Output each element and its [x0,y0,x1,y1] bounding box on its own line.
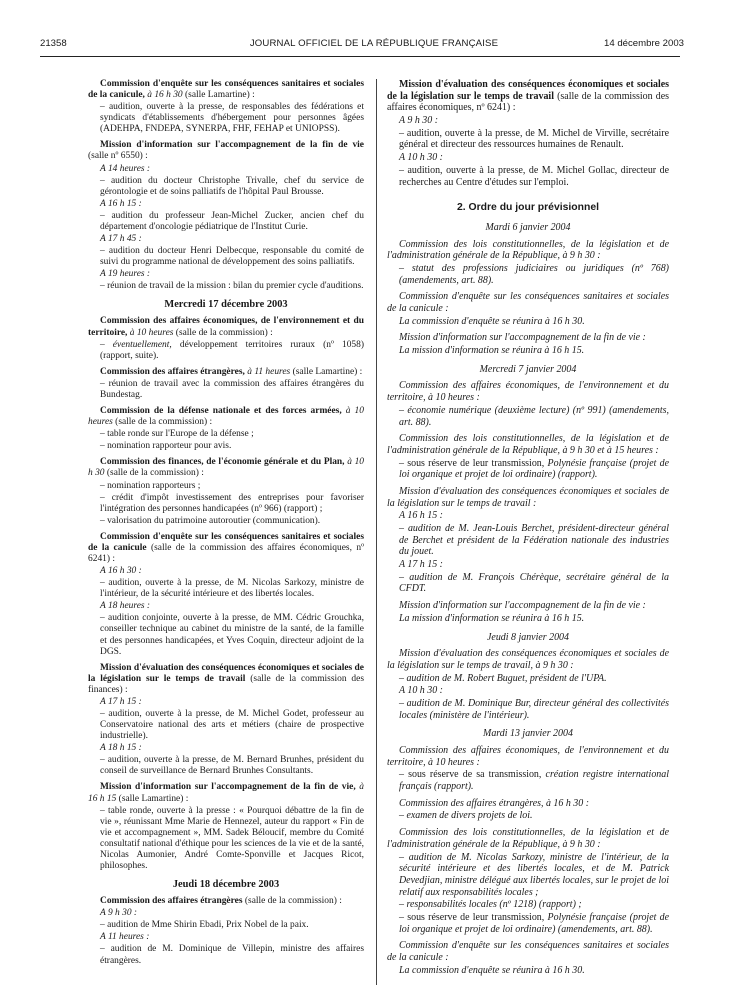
time-slot: A 10 h 30 : [399,152,443,164]
agenda-entry [387,486,669,595]
agenda-item: – audition du docteur Henri Delbecque, responsable du comité de suivi du programme national de développement des soins palliatifs. [100,246,364,268]
agenda-item: – audition, ouverte à la presse, de M. Bernard Brunhes, président du conseil de surveillance de Bernard Brunhes Consultants. [100,755,364,777]
entry-heading: Commission des affaires étrangères (salle de la commission) : [100,896,342,907]
column-divider [376,79,377,985]
agenda-entry [88,457,364,526]
agenda-entry [387,291,669,327]
agenda-item: – audition de M. Nicolas Sarkozy, ministre de l'intérieur, de la sécurité intérieure et des libertés locales, et de M. Patrick Devedjian, ministre délégué aux libertés locales, sur le projet de loi relatif aux responsabilités locales ; [399,851,669,898]
agenda-entry [88,316,364,361]
agenda-item: – valorisation du patrimoine autoroutier (communication). [100,515,321,526]
page-number: 21358 [40,38,67,49]
agenda-item: – responsabilités locales (nº 1218) (rapport) ; [399,899,582,911]
time-slot: A 16 h 15 : [100,198,142,209]
left-column [88,79,364,967]
agenda-entry [387,798,669,822]
entry-heading: Commission des affaires étrangères, à 11 heures (salle Lamartine) : [100,366,363,377]
agenda-entry [88,140,364,292]
agenda-item: – réunion de travail de la mission : bilan du premier cycle d'auditions. [100,281,364,292]
agenda-item: – réunion de travail avec la commission des affaires étrangères du Bundestag. [100,378,364,400]
day-heading: Mercredi 17 décembre 2003 [164,299,288,311]
agenda-item: – audition de M. François Chérèque, secrétaire général de la CFDT. [399,571,669,595]
time-slot: A 19 heures : [100,269,151,280]
agenda-item: – audition du docteur Christophe Trivalle, chef du service de gérontologie et de soins palliatifs de l'hôpital Paul Brousse. [100,175,364,197]
agenda-item: – statut des professions judiciaires ou juridiques (nº 768) (amendements, art. 88). [399,262,669,286]
agenda-entry [88,663,364,778]
time-slot: A 18 h 15 : [100,743,142,754]
agenda-item: – audition, ouverte à la presse, de M. Nicolas Sarkozy, ministre de l'intérieur, de la sécurité intérieure et des libertés locales. [100,578,364,600]
agenda-item: – sous réserve de leur transmission, Polynésie française (projet de loi organique et projet de loi ordinaire) (rapport). [399,457,670,481]
day-heading: Jeudi 18 décembre 2003 [172,879,280,891]
agenda-entry [387,332,669,356]
agenda-entry [387,433,669,481]
entry-heading: Commission des affaires économiques, de l'environnement et du territoire, à 10 heures : [387,745,669,768]
issue-date: 14 décembre 2003 [603,38,684,49]
right-column [387,79,669,976]
agenda-entry [387,239,669,287]
agenda-item: La commission d'enquête se réunira à 16 h 30. [399,315,585,327]
entry-heading: Commission des affaires étrangères, à 16 h 30 : [399,797,590,809]
entry-heading: Mission d'information sur l'accompagnement de la fin de vie (salle nº 6550) : [88,140,364,162]
entry-heading: Commission d'enquête sur les conséquences sanitaires et sociales de la canicule (salle de la commission des affaires économiques, nº 6241) : [88,531,364,564]
agenda-item: – table ronde sur l'Europe de la défense ; [100,429,254,440]
agenda-item: – nomination rapporteurs ; [100,480,201,491]
agenda-item: – table ronde, ouverte à la presse : « Pourquoi débattre de la fin de vie », réunissant Mme Marie de Hennezel, auteur du rapport « Fin de vie et accompagnement », MM. Sadek Béloucif, membre du Comité consultatif national d'éthique pour les sciences de la vie et de la santé, Nicolas Aumonier, André Comte-Sponville et Jacques Ricot, philosophes. [100,805,364,871]
entry-heading: Commission des lois constitutionnelles, de la législation et de l'administration générale de la République, à 9 h 30 : [387,827,669,850]
agenda-entry [387,827,669,935]
agenda-item: – audition de Mme Shirin Ebadi, Prix Nobel de la paix. [100,920,309,931]
entry-heading: Commission de la défense nationale et des forces armées, à 10 heures (salle de la commission) : [88,406,364,428]
agenda-entry [387,600,669,624]
agenda-item: – examen de divers projets de loi. [399,810,533,822]
day-heading: Mardi 6 janvier 2004 [485,221,571,233]
agenda-entry [88,367,364,401]
section-heading: 2. Ordre du jour prévisionnel [456,202,600,214]
agenda-entry [387,380,669,428]
time-slot: A 17 h 15 : [399,559,443,571]
entry-heading: Commission des lois constitutionnelles, de la législation et de l'administration générale de la République, à 9 h 30 : [387,238,669,262]
time-slot: A 9 h 30 : [399,115,439,127]
agenda-entry [88,896,364,966]
day-heading: Mercredi 7 janvier 2004 [479,363,577,375]
entry-heading: Commission d'enquête sur les conséquences sanitaires et sociales de la canicule : [387,940,669,963]
time-slot: A 16 h 15 : [399,510,443,522]
agenda-item: – audition de M. Dominique de Villepin, ministre des affaires étrangères. [100,944,364,966]
agenda-item: La mission d'information se réunira à 16 h 15. [399,612,585,624]
agenda-item: – audition, ouverte à la presse, de M. Michel Godet, professeur au Conservatoire national des arts et métiers (chaire de prospective industrielle). [100,708,364,742]
header-rule [40,56,680,57]
entry-heading: Commission d'enquête sur les conséquences sanitaires et sociales de la canicule : [387,291,669,314]
agenda-entry [88,532,364,658]
day-heading: Jeudi 8 janvier 2004 [487,631,569,643]
agenda-item: La mission d'information se réunira à 16 h 15. [399,345,585,357]
agenda-entry [387,79,669,188]
agenda-item: – audition, ouverte à la presse, de M. Michel de Virville, secrétaire général et directeur des ressources humaines de Renault. [399,127,669,151]
entry-heading: Mission d'évaluation des conséquences économiques et sociales de la législation sur le temps de travail : [387,485,669,509]
entry-heading: Mission d'information sur l'accompagnement de la fin de vie : [399,600,646,612]
agenda-entry [387,648,669,721]
agenda-item: – audition de M. Robert Buguet, président de l'UPA. [399,672,607,684]
time-slot: A 18 heures : [100,601,151,612]
entry-heading: Commission des lois constitutionnelles, de la législation et de l'administration générale de la République, à 9 h 30 et à 15 heures : [387,433,669,456]
agenda-item: – audition, ouverte à la presse, de M. Michel Gollac, directeur de recherches au Centre d'études sur l'emploi. [399,164,669,188]
time-slot: A 16 h 30 : [100,566,142,577]
agenda-entry [88,79,364,135]
entry-heading: Mission d'évaluation des conséquences économiques et sociales de la législation sur le temps de travail, à 9 h 30 : [387,648,669,671]
entry-heading: Commission des affaires économiques, de l'environnement et du territoire, à 10 heures (salle de la commission) : [88,316,364,338]
journal-title: JOURNAL OFFICIEL DE LA RÉPUBLIQUE FRANÇAISE [249,38,499,49]
agenda-entry [387,745,669,793]
entry-heading: Mission d'évaluation des conséquences économiques et sociales de la législation sur le temps de travail (salle de la commission des finances) : [88,662,365,695]
agenda-item: – nomination rapporteur pour avis. [100,441,232,452]
entry-heading: Commission des affaires économiques, de l'environnement et du territoire, à 10 heures : [387,380,669,404]
agenda-entry [387,940,669,976]
agenda-item: – éventuellement, développement territoires ruraux (nº 1058) (rapport, suite). [100,339,364,361]
time-slot: A 11 heures : [100,932,150,943]
agenda-item: – audition de M. Dominique Bur, directeur général des collectivités locales (ministère de l'intérieur). [399,697,669,721]
agenda-item: – économie numérique (deuxième lecture) (nº 991) (amendements, art. 88). [399,404,669,428]
entry-heading: Mission d'évaluation des conséquences économiques et sociales de la législation sur le temps de travail (salle de la commission des affaires économiques, nº 6241) : [387,79,670,114]
entry-heading: Mission d'information sur l'accompagnement de la fin de vie : [399,332,646,344]
entry-heading: Commission d'enquête sur les conséquences sanitaires et sociales de la canicule, à 16 h 30 (salle Lamartine) : [88,79,364,101]
agenda-item: – audition du professeur Jean-Michel Zucker, ancien chef du département d'oncologie pédiatrique de l'Institut Curie. [100,210,364,232]
time-slot: A 17 h 45 : [100,234,142,245]
agenda-item: – audition, ouverte à la presse, de responsables des fédérations et syndicats d'établissements d'hébergement pour personnes âgées (ADEHPA, FNDEPA, SYNERPA, FHF, FEHAP et UNIOPSS). [100,102,364,135]
agenda-entry [88,782,364,872]
time-slot: A 9 h 30 : [100,908,138,919]
agenda-entry [88,406,364,452]
day-heading: Mardi 13 janvier 2004 [483,728,573,740]
time-slot: A 10 h 30 : [399,685,443,697]
agenda-item: – sous réserve de sa transmission, création registre international français (rapport). [399,769,669,793]
time-slot: A 14 heures : [100,163,151,174]
agenda-item: – sous réserve de leur transmission, Polynésie française (projet de loi organique et projet de loi ordinaire) (amendements, art. 88). [399,911,670,935]
entry-heading: Commission des finances, de l'économie générale et du Plan, à 10 h 30 (salle de la commission) : [88,457,365,479]
agenda-item: La commission d'enquête se réunira à 16 h 30. [399,964,585,976]
page-header [0,38,748,52]
time-slot: A 17 h 15 : [100,696,142,707]
agenda-item: – crédit d'impôt investissement des entreprises pour favoriser l'intégration des personnes handicapées (nº 966) (rapport) ; [100,492,364,514]
entry-heading: Mission d'information sur l'accompagnement de la fin de vie, à 16 h 15 (salle Lamartine) : [88,782,364,804]
agenda-item: – audition de M. Jean-Louis Berchet, président-directeur général de Berchet et président de la Fédération nationale des industries du jouet. [399,523,669,558]
agenda-item: – audition conjointe, ouverte à la presse, de MM. Cédric Grouchka, conseiller technique au cabinet du ministre de la santé, de la famille et des personnes handicapées, et Yves Coquin, directeur adjoint de la DGS. [100,613,364,657]
